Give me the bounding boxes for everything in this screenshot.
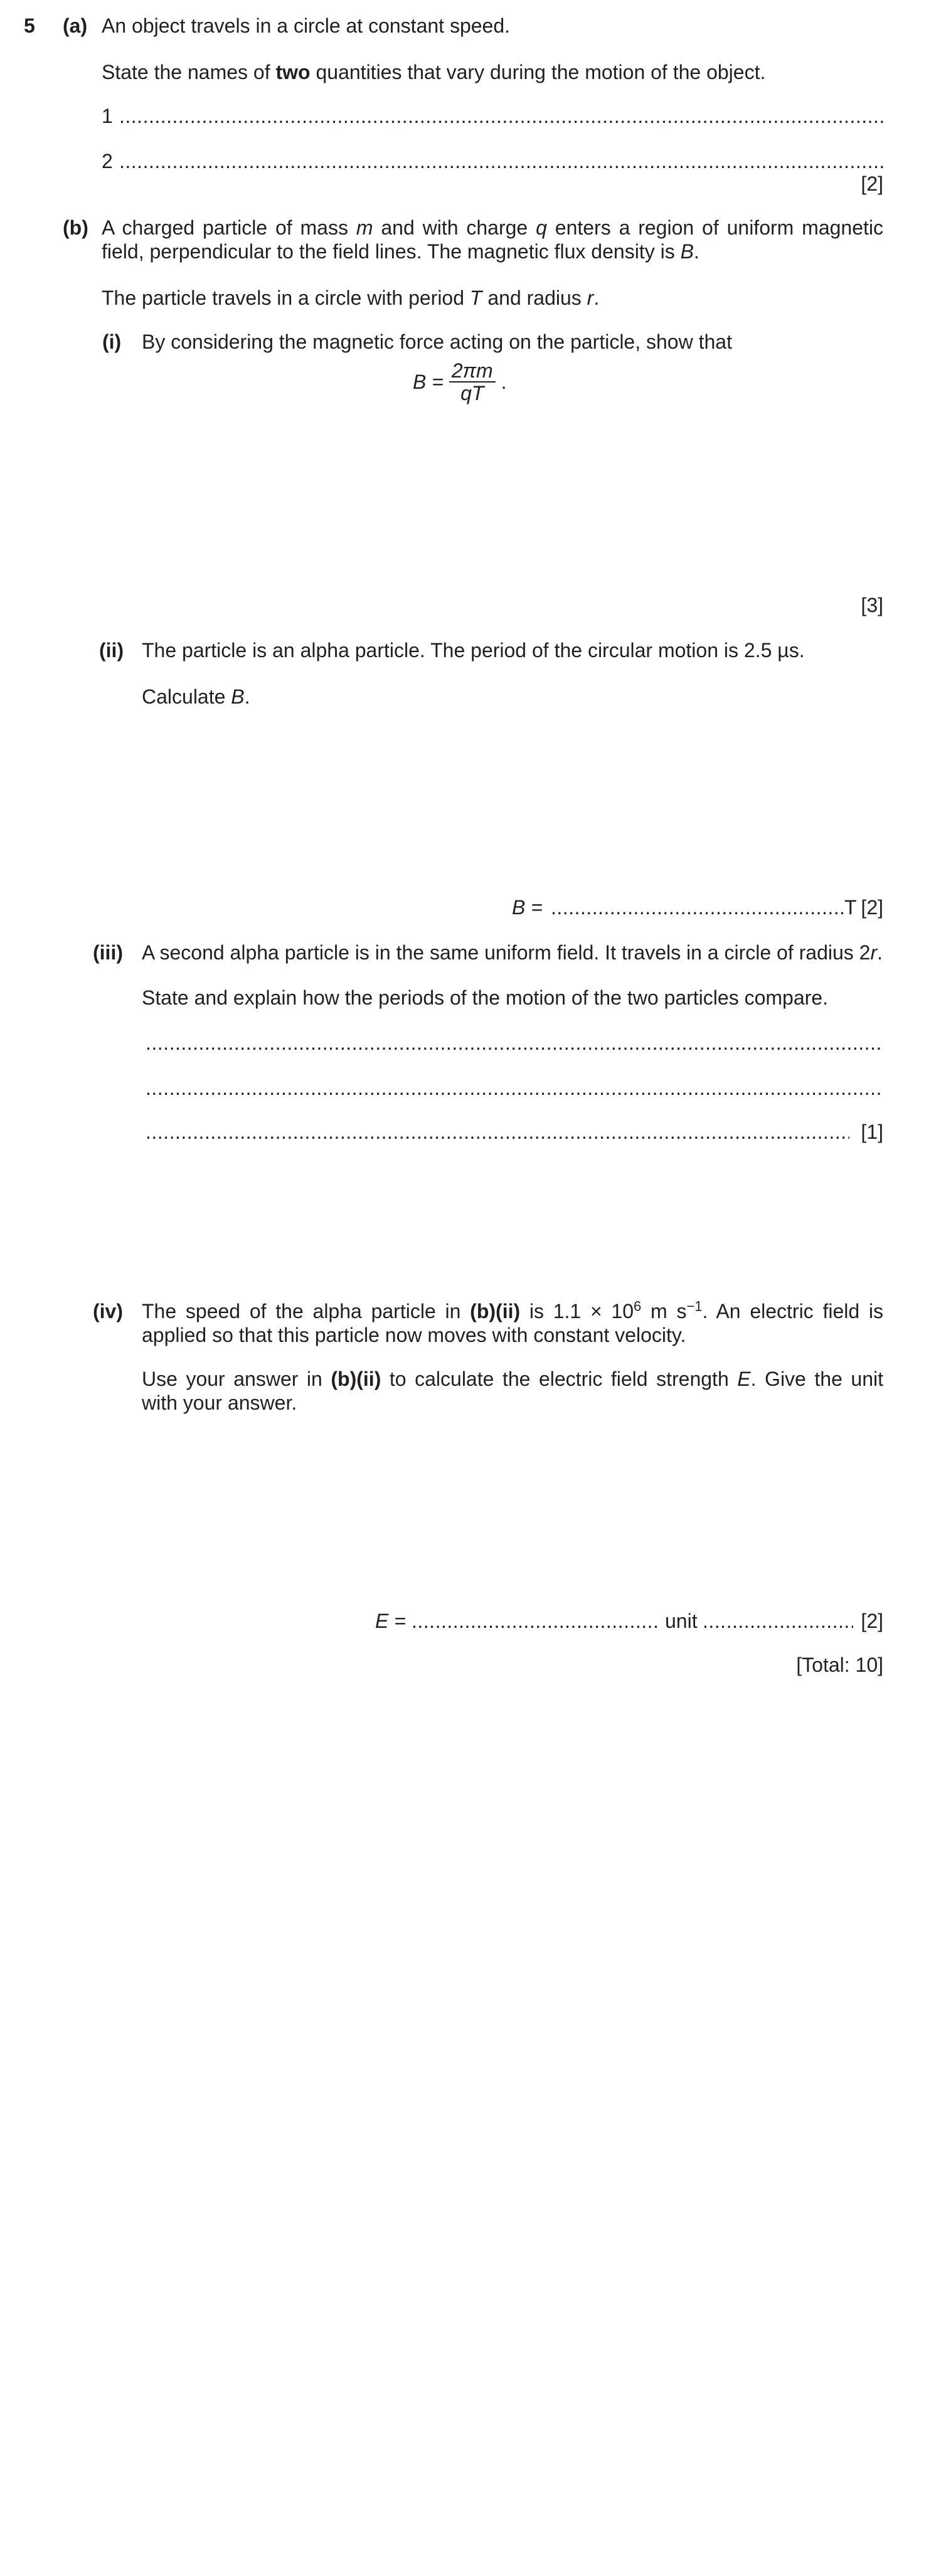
part-b-iii-marks: [1] [861, 1121, 883, 1143]
equation-b-show: B = $\frac{2\pi m}{qT}$ . [413, 359, 507, 404]
part-b-iv-marks: [2] [861, 1610, 883, 1632]
part-a-marks: [2] [861, 172, 883, 195]
unit-label: unit [665, 1610, 698, 1632]
part-b-iv-task: Use your answer in (b)(ii) to calculate the electric field strength E. Give the unit with your answer. [142, 1368, 884, 1414]
part-b-iv-text: The speed of the alpha particle in (b)(ii) is $1.1 \times 10^6$ m $s^{-1}$. An electric field is applied so that this particle now moves with constant velocity. [142, 1298, 884, 1346]
part-b-iii-task: State and explain how the periods of the motion of the two particles compare. [142, 986, 828, 1009]
part-a-intro: An object travels in a circle at constant speed. [102, 14, 511, 37]
part-b-iii-text: A second alpha particle is in the same uniform field. It travels in a circle of radius 2r. [142, 941, 883, 964]
b-answer-line[interactable] [551, 895, 843, 919]
answer-line-iii-2[interactable] [146, 1076, 883, 1100]
e-answer-line[interactable] [412, 1609, 657, 1633]
equation-denominator: qT [460, 382, 484, 404]
part-b-label: (b) [63, 216, 88, 239]
total-marks: [Total: 10] [796, 1654, 883, 1676]
part-a-label: (a) [63, 14, 88, 37]
equation-numerator: 2πm [449, 360, 496, 383]
part-b-intro: A charged particle of mass m and with charge q enters a region of uniform magnetic field, perpendicular to the field lines. The magnetic flux density is B. [102, 216, 884, 263]
part-b-iii-label: (iii) [93, 941, 123, 964]
b-answer-label: B = [512, 896, 543, 919]
b-answer-unit: T [844, 896, 857, 919]
part-b-period-text: The particle travels in a circle with period T and radius r. [102, 287, 600, 309]
answer-line-1-label: 1 [102, 105, 113, 127]
unit-answer-line[interactable] [703, 1609, 853, 1633]
question-number: 5 [24, 14, 35, 37]
part-b-i-label: (i) [102, 330, 122, 353]
part-b-iv-label: (iv) [93, 1300, 123, 1322]
part-b-ii-text: The particle is an alpha particle. The period of the circular motion is 2.5 µs. [142, 639, 805, 662]
part-a-task: State the names of two quantities that vary during the motion of the object. [102, 61, 766, 83]
e-answer-label: E = [375, 1610, 406, 1632]
answer-line-2-label: 2 [102, 150, 113, 172]
part-b-i-marks: [3] [861, 594, 883, 616]
answer-line-iii-1[interactable] [146, 1031, 883, 1055]
part-b-ii-calc: Calculate B. [142, 685, 250, 708]
part-b-i-text: By considering the magnetic force acting on the particle, show that [142, 330, 732, 353]
part-b-ii-marks: [2] [861, 896, 883, 919]
part-b-ii-label: (ii) [99, 639, 124, 662]
answer-line-iii-3[interactable] [146, 1120, 849, 1144]
answer-line-1[interactable] [119, 104, 883, 128]
answer-line-2[interactable] [119, 149, 883, 173]
